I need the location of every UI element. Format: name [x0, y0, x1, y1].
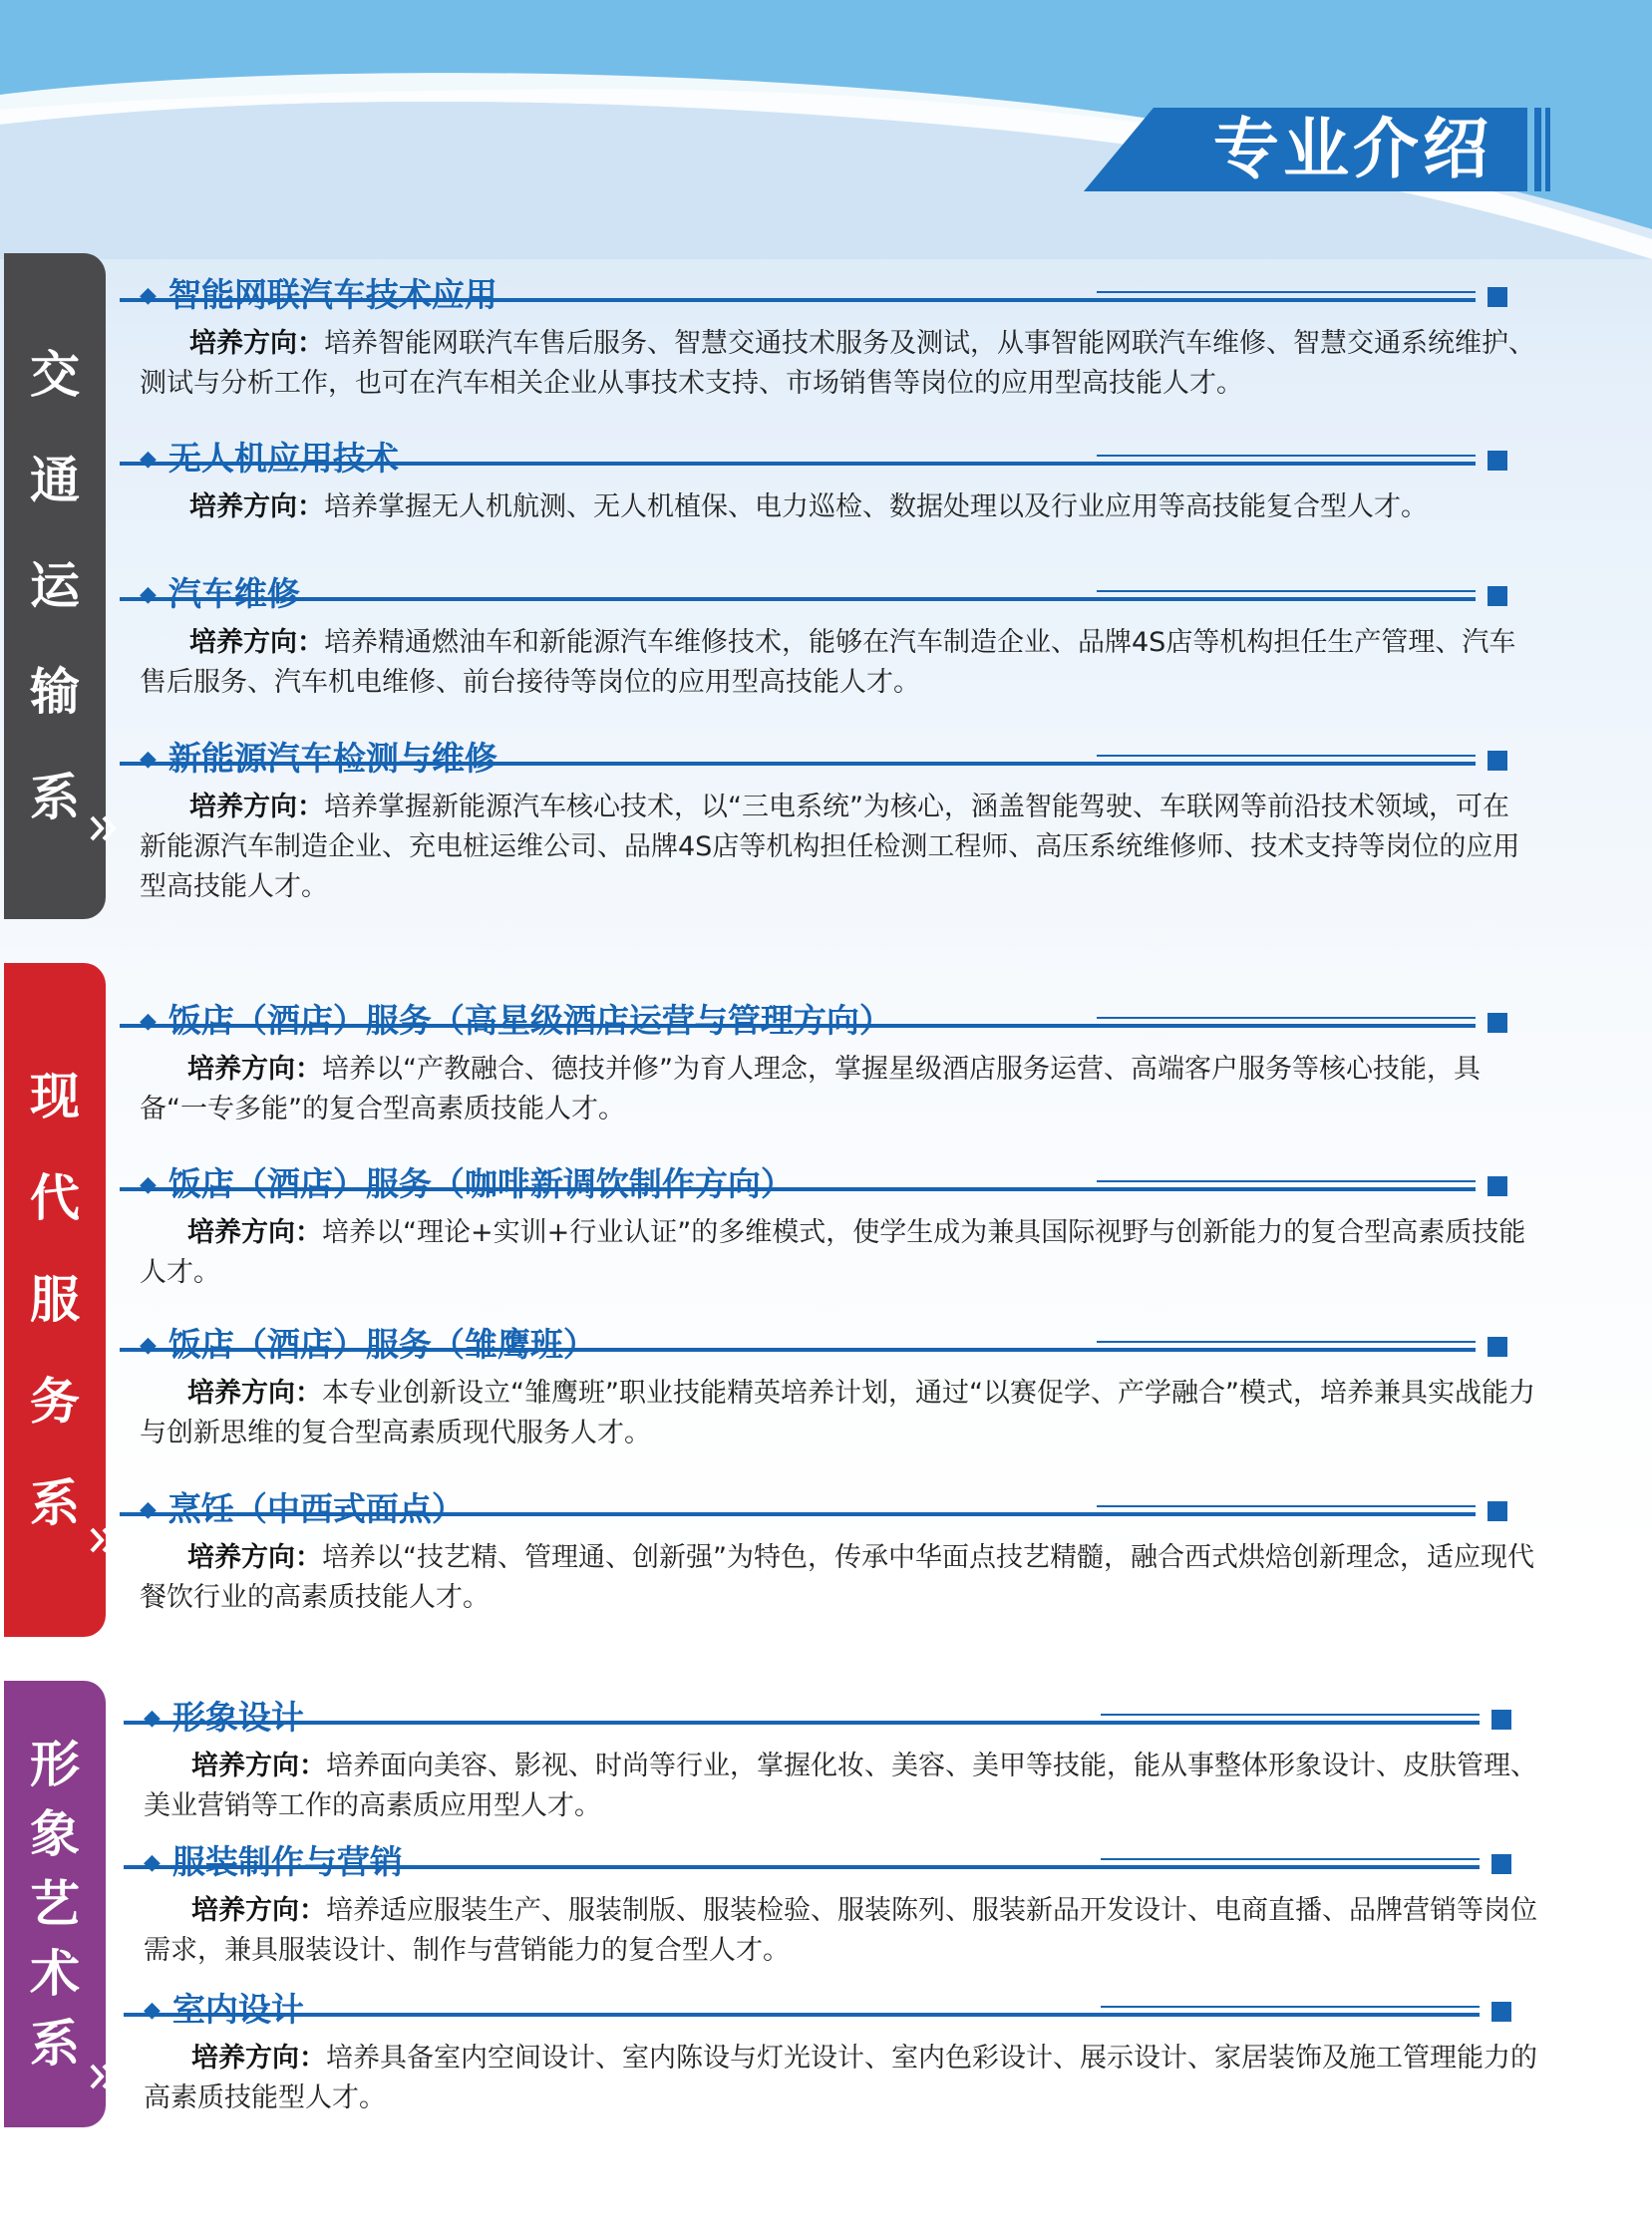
diamond-bullet-icon: ◆ — [140, 1333, 157, 1358]
diamond-bullet-icon: ◆ — [144, 1850, 161, 1875]
dept-tab-image-art — [4, 1681, 106, 2127]
diamond-bullet-icon: ◆ — [140, 747, 157, 772]
program-item — [144, 1693, 1539, 1826]
program-description: 培养方向：培养智能网联汽车售后服务、智慧交通技术服务及测试，从事智能网联汽车维修、智慧交通系统维护、测试与分析工作，也可在汽车相关企业从事技术支持、市场销售等岗位的应用型高技能人才。 — [140, 328, 1535, 399]
dept-name-char: 代 — [30, 1169, 80, 1227]
program-item — [140, 434, 1535, 527]
dept-name-char: 通 — [30, 452, 80, 509]
diamond-bullet-icon: ◆ — [140, 1009, 157, 1034]
program-description: 培养方向：培养掌握新能源汽车核心技术，以“三电系统”为核心，涵盖智能驾驶、车联网等前沿技术领域，可在新能源汽车制造企业、充电桩运维公司、品牌4S店等机构担任检测工程师、高压系统维修师、技术支持等岗位的应用型高技能人才。 — [140, 792, 1520, 902]
program-description: 培养方向：培养具备室内空间设计、室内陈设与灯光设计、室内色彩设计、展示设计、家居装饰及施工管理能力的高素质技能型人才。 — [144, 2043, 1537, 2113]
heading-rule-decoration — [124, 1693, 1519, 1743]
program-item — [144, 1985, 1539, 2118]
program-description: 培养方向：本专业创新设立“雏鹰班”职业技能精英培养计划，通过“以赛促学、产学融合”模式，培养兼具实战能力与创新思维的复合型高素质现代服务人才。 — [140, 1378, 1535, 1448]
program-item — [140, 1159, 1535, 1293]
dept-name-char: 系 — [30, 769, 80, 826]
program-title: ◆ 烹饪（中西式面点） — [140, 1489, 465, 1528]
program-item — [140, 569, 1535, 703]
dept-name-char: 象 — [30, 1805, 80, 1863]
dept-name-char: 术 — [30, 1945, 80, 2003]
dept-name-char: 系 — [30, 1474, 80, 1532]
diamond-bullet-icon: ◆ — [140, 1497, 157, 1522]
program-item — [140, 1484, 1535, 1618]
dept-name-char: 现 — [30, 1068, 80, 1125]
title-block — [1084, 108, 1552, 191]
program-title: ◆ 饭店（酒店）服务（咖啡新调饮制作方向） — [140, 1164, 794, 1203]
heading-rule-decoration — [124, 1985, 1519, 2035]
program-title: ◆ 汽车维修 — [140, 574, 300, 613]
double-chevron-icon — [88, 2062, 122, 2091]
dept-name-char: 形 — [30, 1736, 80, 1793]
program-description: 培养方向：培养以“技艺精、管理通、创新强”为特色，传承中华面点技艺精髓，融合西式烘焙创新理念，适应现代餐饮行业的高素质技能人才。 — [140, 1542, 1534, 1613]
program-description: 培养方向：培养以“理论+实训+行业认证”的多维模式，使学生成为兼具国际视野与创新能力的复合型高素质技能人才。 — [140, 1217, 1526, 1288]
diamond-bullet-icon: ◆ — [144, 1706, 161, 1731]
dept-name-char: 输 — [30, 663, 80, 721]
dept-name-char: 服 — [30, 1271, 80, 1329]
program-title: ◆ 无人机应用技术 — [140, 439, 399, 478]
double-chevron-icon — [88, 813, 122, 843]
dept-name-char: 务 — [30, 1373, 80, 1431]
program-title: ◆ 室内设计 — [144, 1990, 304, 2029]
heading-rule-decoration — [120, 569, 1515, 619]
program-description: 培养方向：培养适应服装生产、服装制版、服装检验、服装陈列、服装新品开发设计、电商直播、品牌营销等岗位需求，兼具服装设计、制作与营销能力的复合型人才。 — [144, 1895, 1537, 1966]
program-item — [140, 270, 1535, 404]
program-title: ◆ 饭店（酒店）服务（雏鹰班） — [140, 1325, 596, 1364]
program-description: 培养方向：培养掌握无人机航测、无人机植保、电力巡检、数据处理以及行业应用等高技能复合型人才。 — [189, 491, 1428, 522]
program-item — [144, 1837, 1539, 1971]
program-description: 培养方向：培养精通燃油车和新能源汽车维修技术，能够在汽车制造企业、品牌4S店等机构担任生产管理、汽车售后服务、汽车机电维修、前台接待等岗位的应用型高技能人才。 — [140, 627, 1516, 698]
program-title: ◆ 形象设计 — [144, 1698, 304, 1737]
dept-name-char: 交 — [30, 346, 80, 404]
diamond-bullet-icon: ◆ — [140, 447, 157, 472]
diamond-bullet-icon: ◆ — [140, 1172, 157, 1197]
program-title: ◆ 智能网联汽车技术应用 — [140, 275, 497, 314]
program-title: ◆ 服装制作与营销 — [144, 1842, 403, 1881]
diamond-bullet-icon: ◆ — [140, 582, 157, 607]
double-chevron-icon — [88, 1525, 122, 1555]
diamond-bullet-icon: ◆ — [140, 283, 157, 308]
program-description: 培养方向：培养以“产教融合、德技并修”为育人理念，掌握星级酒店服务运营、高端客户服务等核心技能，具备“一专多能”的复合型高素质技能人才。 — [140, 1054, 1481, 1124]
page-title: 专业介绍 — [1213, 111, 1492, 187]
program-item — [140, 734, 1535, 907]
program-item — [140, 1320, 1535, 1453]
diamond-bullet-icon: ◆ — [144, 1998, 161, 2023]
dept-name-char: 系 — [30, 2015, 80, 2073]
dept-name-char: 运 — [30, 557, 80, 615]
program-item — [140, 996, 1535, 1129]
dept-name-char: 艺 — [30, 1875, 80, 1933]
program-description: 培养方向：培养面向美容、影视、时尚等行业，掌握化妆、美容、美甲等技能，能从事整体形象设计、皮肤管理、美业营销等工作的高素质应用型人才。 — [144, 1751, 1537, 1821]
program-title: ◆ 新能源汽车检测与维修 — [140, 739, 497, 778]
program-title: ◆ 饭店（酒店）服务（高星级酒店运营与管理方向） — [140, 1001, 892, 1040]
